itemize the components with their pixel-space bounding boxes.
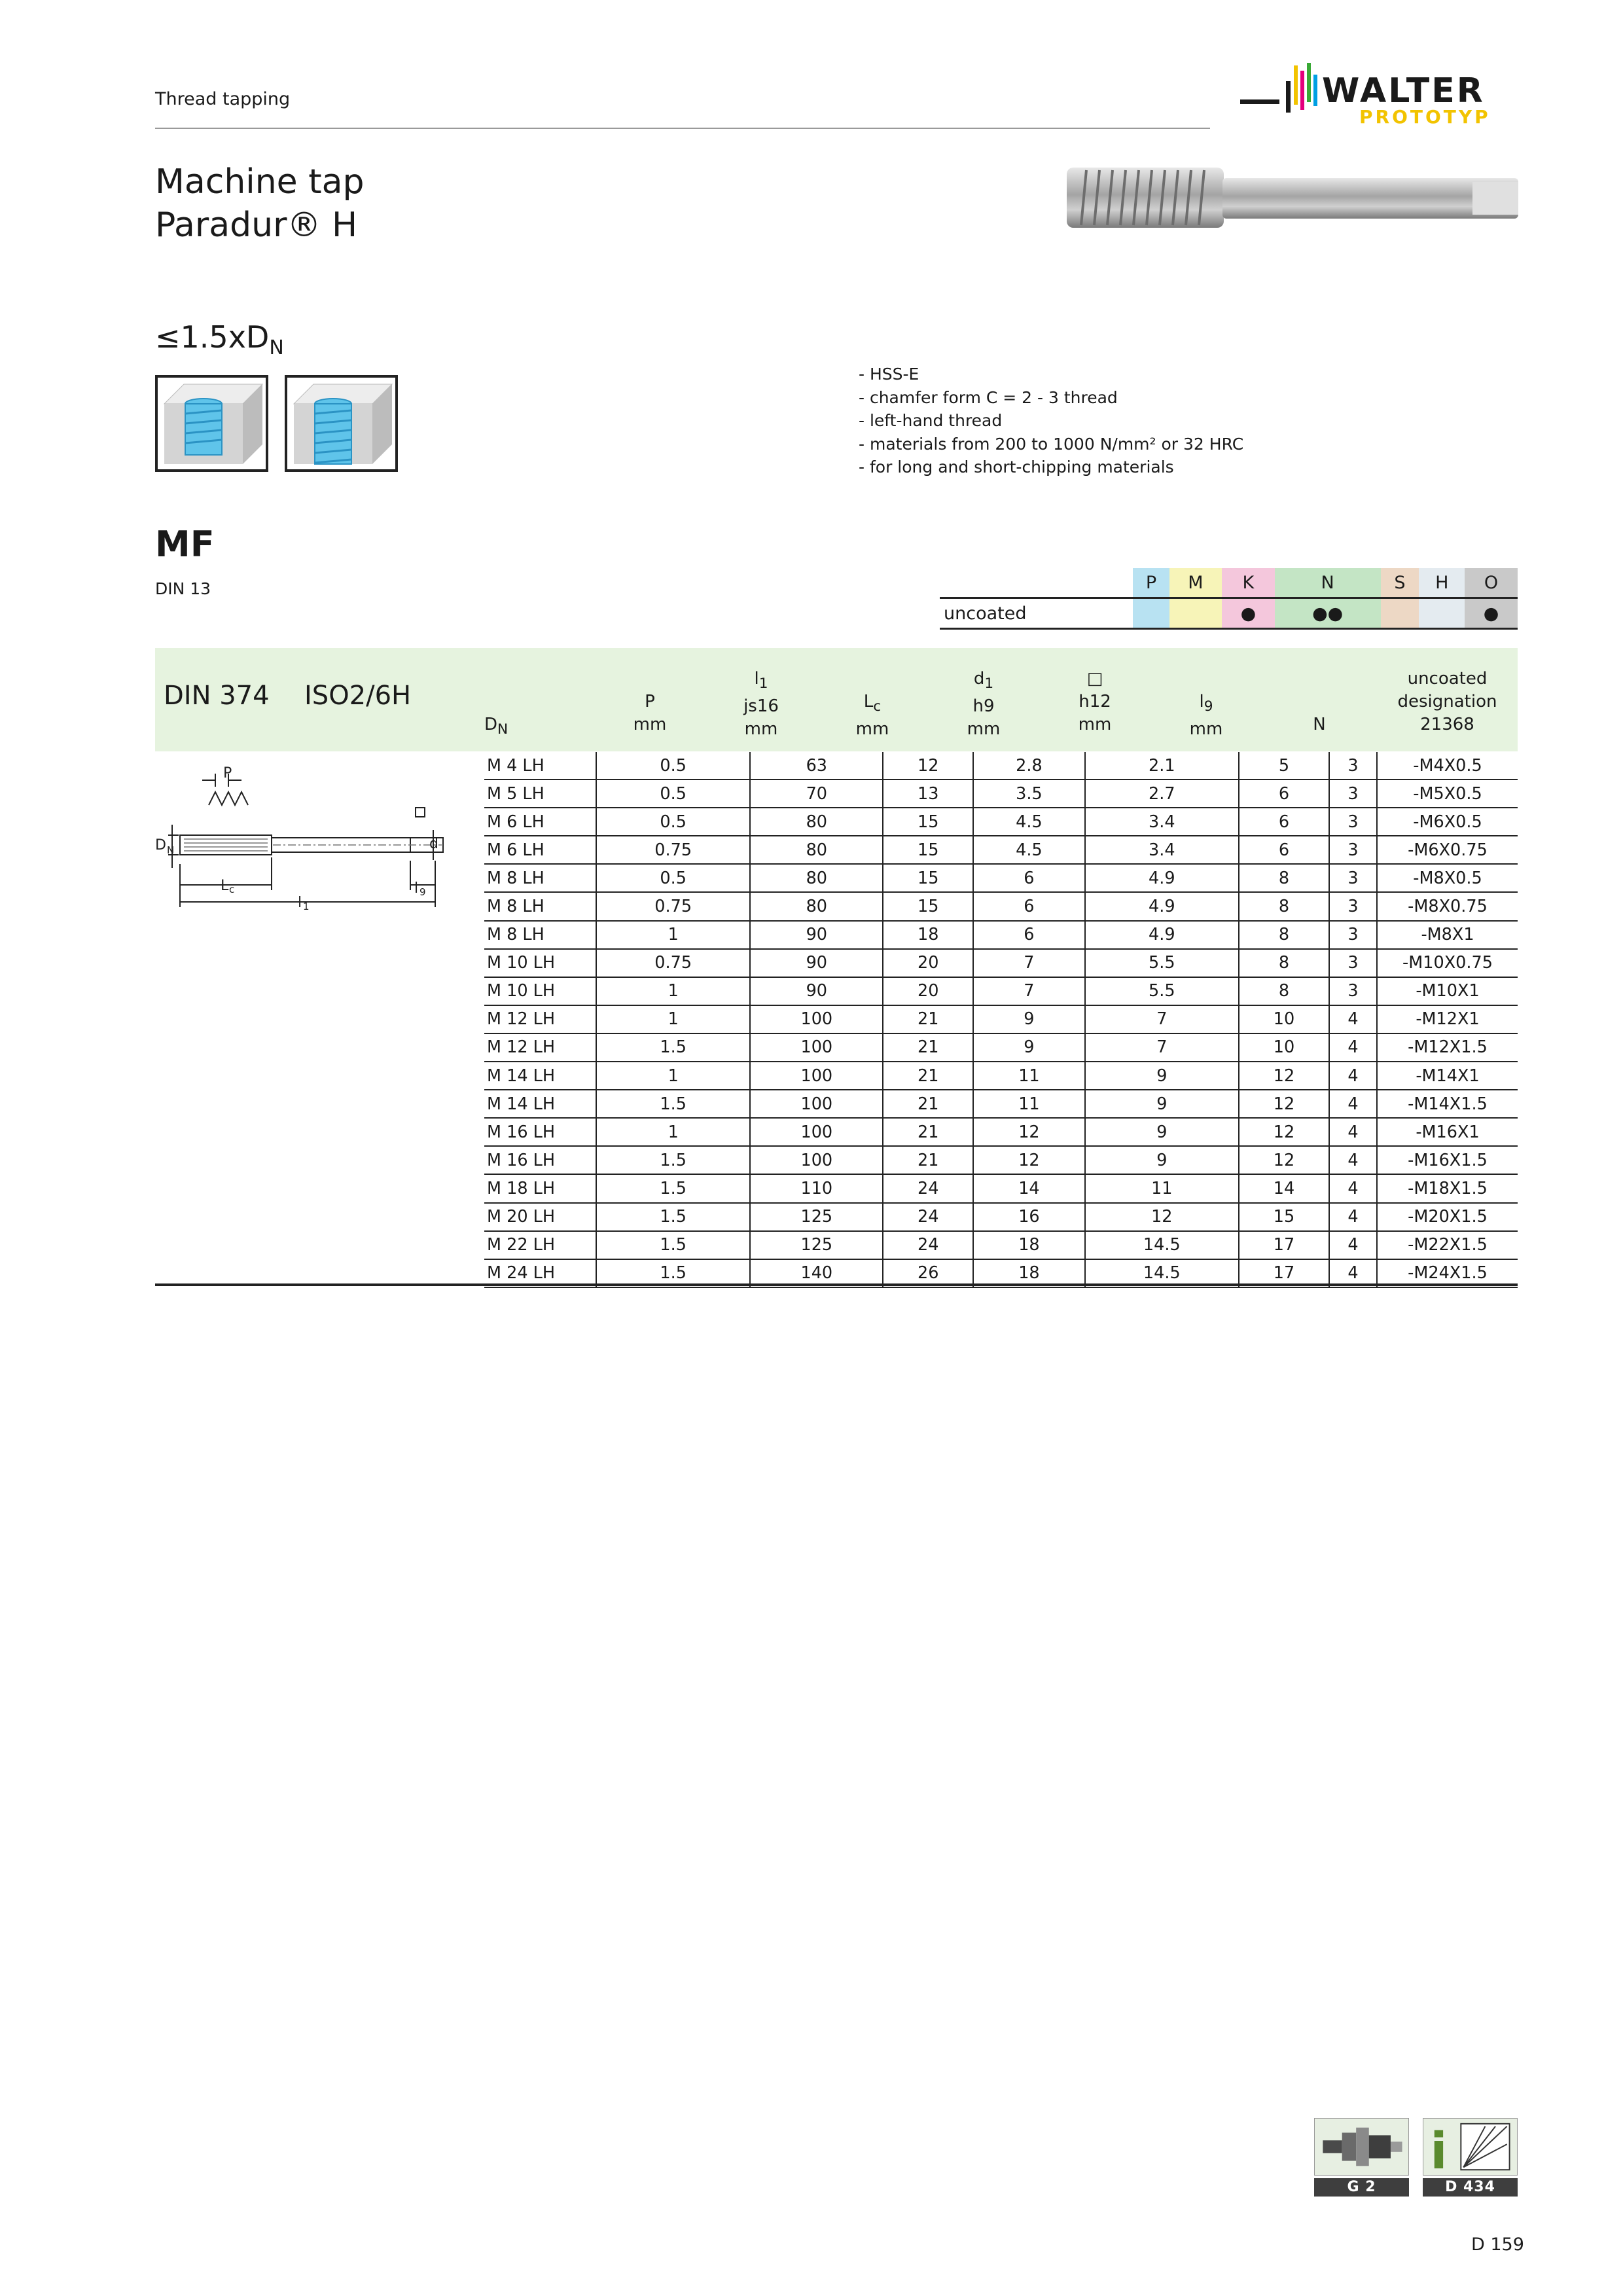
table-cell: 100 (750, 1033, 883, 1062)
table-cell: 15 (883, 836, 973, 864)
table-cell: 4 (1329, 1231, 1377, 1259)
table-cell: 4 (1329, 1005, 1377, 1033)
table-cell: M 16 LH (484, 1118, 596, 1146)
rating-h (1419, 598, 1465, 629)
logo-main-text: WALTER (1322, 71, 1485, 111)
table-row (484, 1033, 1518, 1062)
col-n-header: N (1313, 715, 1326, 734)
table-cell: 4.9 (1085, 892, 1239, 920)
table-cell: 4.9 (1085, 921, 1239, 949)
col-l1-header (705, 668, 817, 741)
table-cell: -M16X1 (1377, 1118, 1518, 1146)
col-l1-letter: l (754, 669, 759, 689)
rating-o: ● (1465, 598, 1518, 629)
table-cell: 7 (973, 977, 1084, 1005)
table-cell: 6 (973, 892, 1084, 920)
table-cell: -M8X0.75 (1377, 892, 1518, 920)
drawing-label-lc: L (221, 878, 229, 894)
table-cell: 6 (1239, 836, 1329, 864)
table-cell: 9 (1085, 1118, 1239, 1146)
col-square-icon: □ (1086, 669, 1103, 689)
table-cell: 8 (1239, 949, 1329, 977)
table-cell: 11 (973, 1090, 1084, 1118)
table-cell: 8 (1239, 892, 1329, 920)
table-cell: M 20 LH (484, 1203, 596, 1231)
table-cell: 14 (1239, 1174, 1329, 1202)
table-cell: 15 (1239, 1203, 1329, 1231)
table-cell: 3 (1329, 752, 1377, 780)
table-cell: 1 (596, 921, 750, 949)
table-cell: 12 (973, 1118, 1084, 1146)
table-cell: 10 (1239, 1005, 1329, 1033)
rating-m (1169, 598, 1222, 629)
table-cell: -M6X0.5 (1377, 808, 1518, 836)
table-cell: 12 (1239, 1146, 1329, 1174)
table-cell: -M8X0.5 (1377, 864, 1518, 892)
table-cell: 10 (1239, 1033, 1329, 1062)
col-lc-sub: c (873, 698, 882, 715)
table-cell: 21 (883, 1118, 973, 1146)
reference-code: G 2 (1314, 2178, 1409, 2197)
table-cell: M 22 LH (484, 1231, 596, 1259)
table-cell: 21 (883, 1090, 973, 1118)
table-cell: 11 (973, 1062, 1084, 1090)
table-cell: -M20X1.5 (1377, 1203, 1518, 1231)
table-cell: 100 (750, 1062, 883, 1090)
logo-sub-text: PROTOTYP (1359, 106, 1491, 128)
table-row (484, 892, 1518, 920)
table-cell: 11 (1085, 1174, 1239, 1202)
table-cell: 9 (973, 1005, 1084, 1033)
table-cell: 12 (883, 752, 973, 780)
table-cell: 1.5 (596, 1090, 750, 1118)
table-cell: 2.1 (1085, 752, 1239, 780)
feature-item: - left-hand thread (859, 411, 1003, 430)
table-cell: 5.5 (1085, 949, 1239, 977)
col-dn-header (484, 713, 508, 741)
col-lc-unit: mm (855, 719, 889, 740)
product-title-line2: Paradur® H (155, 206, 358, 245)
table-cell: 18 (973, 1231, 1084, 1259)
col-square-unit: mm (1078, 715, 1112, 734)
table-cell: -M8X1 (1377, 921, 1518, 949)
col-lc-header (817, 691, 928, 741)
svg-text:i: i (1430, 2122, 1448, 2181)
table-cell: 17 (1239, 1231, 1329, 1259)
col-desig-line3: 21368 (1420, 715, 1474, 734)
col-l1-unit: mm (744, 719, 778, 740)
table-row (484, 921, 1518, 949)
table-cell: 4 (1329, 1033, 1377, 1062)
table-cell: 26 (883, 1259, 973, 1287)
table-cell: 14.5 (1085, 1259, 1239, 1287)
table-cell: 90 (750, 949, 883, 977)
table-row (484, 808, 1518, 836)
material-k: K (1222, 568, 1275, 598)
table-cell: M 5 LH (484, 780, 596, 808)
table-cell: 5 (1239, 752, 1329, 780)
table-cell: M 6 LH (484, 836, 596, 864)
table-cell: 12 (1239, 1090, 1329, 1118)
table-cell: 15 (883, 864, 973, 892)
table-cell: 0.5 (596, 752, 750, 780)
table-cell: 4 (1329, 1090, 1377, 1118)
table-cell: M 6 LH (484, 808, 596, 836)
col-d1-header (928, 668, 1039, 741)
table-cell: 6 (973, 864, 1084, 892)
header-rule (155, 128, 1210, 129)
tool-holder-icon (1314, 2118, 1409, 2176)
table-cell: 12 (1239, 1062, 1329, 1090)
table-cell: 4 (1329, 1118, 1377, 1146)
table-cell: M 16 LH (484, 1146, 596, 1174)
thread-type: MF (155, 524, 215, 565)
table-cell: 6 (1239, 780, 1329, 808)
table-cell: 7 (1085, 1005, 1239, 1033)
col-l1-text (705, 668, 817, 695)
table-cell: 1.5 (596, 1033, 750, 1062)
table-cell: 100 (750, 1005, 883, 1033)
table-cell: 9 (1085, 1062, 1239, 1090)
table-cell: 9 (1085, 1090, 1239, 1118)
table-cell: 14.5 (1085, 1231, 1239, 1259)
feature-item: - for long and short-chipping materials (859, 457, 1174, 476)
table-cell: 6 (1239, 808, 1329, 836)
col-p-header (594, 691, 705, 736)
drawing-label-l9-sub: 9 (419, 886, 426, 898)
col-dn-sub: N (497, 721, 508, 738)
thread-standard: DIN 13 (155, 579, 211, 598)
tap-dimension-drawing (155, 753, 437, 923)
table-cell: 1.5 (596, 1231, 750, 1259)
material-rating-row (940, 598, 1518, 629)
tolerance-label: ISO2/6H (304, 681, 412, 711)
table-cell: 24 (883, 1231, 973, 1259)
table-cell: 3 (1329, 836, 1377, 864)
table-row (484, 752, 1518, 780)
feature-item: - chamfer form C = 2 - 3 thread (859, 387, 1118, 407)
col-lc-letter: L (863, 692, 874, 711)
table-cell: 15 (883, 892, 973, 920)
table-cell: 1 (596, 1005, 750, 1033)
table-cell: 0.75 (596, 836, 750, 864)
table-cell: 110 (750, 1174, 883, 1202)
table-cell: 7 (973, 949, 1084, 977)
section-title: Thread tapping (155, 89, 291, 109)
table-cell: 1 (596, 977, 750, 1005)
col-l1-tol: js16 (743, 696, 779, 717)
table-cell: 1.5 (596, 1174, 750, 1202)
drawing-label-l9: l (414, 880, 419, 897)
table-row (484, 1062, 1518, 1090)
table-cell: 5.5 (1085, 977, 1239, 1005)
reference-d434[interactable] (1423, 2118, 1518, 2197)
table-cell: 4.5 (973, 836, 1084, 864)
table-cell: 0.5 (596, 780, 750, 808)
table-cell: -M6X0.75 (1377, 836, 1518, 864)
table-row (484, 977, 1518, 1005)
table-cell: 18 (883, 921, 973, 949)
table-cell: 3 (1329, 977, 1377, 1005)
col-l9-sub: 9 (1204, 698, 1213, 715)
table-cell: 12 (1239, 1118, 1329, 1146)
table-cell: 1 (596, 1118, 750, 1146)
product-table (484, 752, 1518, 1288)
table-cell: M 14 LH (484, 1062, 596, 1090)
col-l9-unit: mm (1189, 719, 1223, 740)
table-cell: 90 (750, 921, 883, 949)
table-cell: 17 (1239, 1259, 1329, 1287)
table-cell: 18 (973, 1259, 1084, 1287)
table-cell: 3 (1329, 780, 1377, 808)
depth-text: ≤1.5xD (155, 319, 270, 355)
table-cell: 80 (750, 864, 883, 892)
rating-p (1133, 598, 1169, 629)
table-cell: 8 (1239, 864, 1329, 892)
table-cell: 14 (973, 1174, 1084, 1202)
info-chart-icon (1423, 2118, 1518, 2181)
product-title (155, 160, 364, 247)
col-designation-header (1377, 668, 1518, 736)
col-d1-text (928, 668, 1039, 695)
table-cell: 4.5 (973, 808, 1084, 836)
table-cell: 125 (750, 1203, 883, 1231)
col-p-text: P (645, 692, 655, 711)
material-p: P (1133, 568, 1169, 598)
table-cell: 4 (1329, 1062, 1377, 1090)
table-cell: M 14 LH (484, 1090, 596, 1118)
col-desig-line2: designation (1397, 692, 1497, 711)
table-cell: 3.4 (1085, 836, 1239, 864)
table-cell: 80 (750, 808, 883, 836)
table-cell: 4 (1329, 1174, 1377, 1202)
table-cell: 100 (750, 1090, 883, 1118)
product-title-line1: Machine tap (155, 162, 365, 202)
table-cell: M 8 LH (484, 921, 596, 949)
drawing-label-p: P (223, 765, 232, 781)
table-cell: 24 (883, 1203, 973, 1231)
table-cell: -M10X0.75 (1377, 949, 1518, 977)
table-row (484, 1231, 1518, 1259)
table-row (484, 1146, 1518, 1174)
walter-logo (1240, 62, 1522, 132)
table-cell: -M14X1 (1377, 1062, 1518, 1090)
through-hole-icon (285, 375, 398, 472)
rating-n: ●● (1275, 598, 1381, 629)
col-l9-header (1150, 691, 1262, 741)
table-cell: 1.5 (596, 1146, 750, 1174)
table-row (484, 1118, 1518, 1146)
table-cell: 15 (883, 808, 973, 836)
table-cell: 8 (1239, 977, 1329, 1005)
depth-subscript: N (269, 336, 284, 360)
table-cell: 1.5 (596, 1259, 750, 1287)
table-cell: 4.9 (1085, 864, 1239, 892)
table-row (484, 1174, 1518, 1202)
table-row (484, 1090, 1518, 1118)
table-cell: 12 (973, 1146, 1084, 1174)
table-cell: 6 (973, 921, 1084, 949)
table-cell: 125 (750, 1231, 883, 1259)
table-row (484, 949, 1518, 977)
material-spacer (940, 568, 1133, 598)
table-cell: -M18X1.5 (1377, 1174, 1518, 1202)
table-cell: 3 (1329, 864, 1377, 892)
table-cell: 80 (750, 836, 883, 864)
table-cell: 4 (1329, 1259, 1377, 1287)
table-row (484, 864, 1518, 892)
table-cell: 0.75 (596, 949, 750, 977)
material-s: S (1381, 568, 1419, 598)
table-row (484, 1005, 1518, 1033)
rating-s (1381, 598, 1419, 629)
material-grid (940, 568, 1518, 630)
depth-label (155, 319, 284, 359)
blind-hole-icon (155, 375, 268, 472)
table-row (484, 1203, 1518, 1231)
material-h: H (1419, 568, 1465, 598)
table-cell: 20 (883, 977, 973, 1005)
table-cell: 3.4 (1085, 808, 1239, 836)
table-cell: 63 (750, 752, 883, 780)
table-cell: 100 (750, 1118, 883, 1146)
table-cell: M 10 LH (484, 949, 596, 977)
table-cell: 1.5 (596, 1203, 750, 1231)
col-dn-text: D (484, 715, 498, 734)
table-cell: 16 (973, 1203, 1084, 1231)
table-cell: -M14X1.5 (1377, 1090, 1518, 1118)
table-cell: -M22X1.5 (1377, 1231, 1518, 1259)
col-d1-letter: d (973, 669, 985, 689)
table-cell: 0.5 (596, 808, 750, 836)
table-cell: -M12X1 (1377, 1005, 1518, 1033)
table-cell: -M10X1 (1377, 977, 1518, 1005)
col-l9-text (1150, 691, 1262, 718)
table-cell: 7 (1085, 1033, 1239, 1062)
rating-k: ● (1222, 598, 1275, 629)
table-cell: 4 (1329, 1146, 1377, 1174)
table-cell: 21 (883, 1146, 973, 1174)
table-cell: 70 (750, 780, 883, 808)
table-cell: M 12 LH (484, 1033, 596, 1062)
col-desig-line1: uncoated (1407, 669, 1488, 689)
table-bottom-rule (155, 1283, 1518, 1286)
table-cell: M 12 LH (484, 1005, 596, 1033)
col-square-header (1039, 668, 1150, 736)
table-cell: 1 (596, 1062, 750, 1090)
table-cell: 80 (750, 892, 883, 920)
table-cell: 21 (883, 1005, 973, 1033)
reference-g2[interactable] (1314, 2118, 1409, 2197)
page-number: D 159 (1471, 2234, 1524, 2255)
table-cell: 3 (1329, 892, 1377, 920)
col-square-tol: h12 (1079, 692, 1111, 711)
norm-label: DIN 374 (164, 681, 270, 711)
table-cell: 21 (883, 1033, 973, 1062)
col-lc-text (817, 691, 928, 718)
col-l9-letter: l (1199, 692, 1204, 711)
table-cell: 9 (973, 1033, 1084, 1062)
table-cell: M 24 LH (484, 1259, 596, 1287)
col-d1-tol: h9 (972, 696, 995, 717)
table-cell: -M4X0.5 (1377, 752, 1518, 780)
table-cell: -M16X1.5 (1377, 1146, 1518, 1174)
drawing-label-dn-sub: N (167, 844, 175, 856)
drawing-label-lc-sub: c (229, 884, 235, 895)
table-cell: 2.8 (973, 752, 1084, 780)
table-cell: 0.5 (596, 864, 750, 892)
table-cell: M 8 LH (484, 892, 596, 920)
reference-code: D 434 (1423, 2178, 1518, 2197)
material-letters-row (940, 568, 1518, 598)
feature-item: - HSS-E (859, 365, 919, 384)
table-cell: 20 (883, 949, 973, 977)
material-o: O (1465, 568, 1518, 598)
col-d1-sub: 1 (984, 675, 994, 692)
table-cell: -M24X1.5 (1377, 1259, 1518, 1287)
table-row (484, 780, 1518, 808)
table-cell: 9 (1085, 1146, 1239, 1174)
table-cell: 140 (750, 1259, 883, 1287)
col-d1-unit: mm (967, 719, 1001, 740)
table-cell: 21 (883, 1062, 973, 1090)
coating-label: uncoated (940, 598, 1133, 629)
tap-tool-image (1067, 164, 1518, 232)
material-n: N (1275, 568, 1381, 598)
feature-list (859, 363, 1243, 479)
table-cell: -M12X1.5 (1377, 1033, 1518, 1062)
table-cell: 3 (1329, 949, 1377, 977)
table-cell: 2.7 (1085, 780, 1239, 808)
table-cell: M 4 LH (484, 752, 596, 780)
table-cell: 3.5 (973, 780, 1084, 808)
drawing-label-dn: D (155, 837, 166, 853)
table-row (484, 836, 1518, 864)
table-cell: 24 (883, 1174, 973, 1202)
material-m: M (1169, 568, 1222, 598)
table-cell: 12 (1085, 1203, 1239, 1231)
table-cell: M 8 LH (484, 864, 596, 892)
table-cell: 90 (750, 977, 883, 1005)
table-cell: 13 (883, 780, 973, 808)
table-cell: M 10 LH (484, 977, 596, 1005)
table-cell: -M5X0.5 (1377, 780, 1518, 808)
drawing-label-l1: l (298, 895, 302, 911)
table-cell: 8 (1239, 921, 1329, 949)
col-l1-sub: 1 (758, 675, 768, 692)
drawing-label-d1: d (429, 836, 438, 852)
table-cell: 0.75 (596, 892, 750, 920)
drawing-label-l1-sub: 1 (303, 901, 310, 912)
table-cell: 100 (750, 1146, 883, 1174)
table-cell: 3 (1329, 808, 1377, 836)
table-cell: 3 (1329, 921, 1377, 949)
table-cell: 4 (1329, 1203, 1377, 1231)
col-p-unit: mm (633, 715, 667, 734)
feature-item: - materials from 200 to 1000 N/mm² or 32 HRC (859, 434, 1244, 454)
table-cell: M 18 LH (484, 1174, 596, 1202)
